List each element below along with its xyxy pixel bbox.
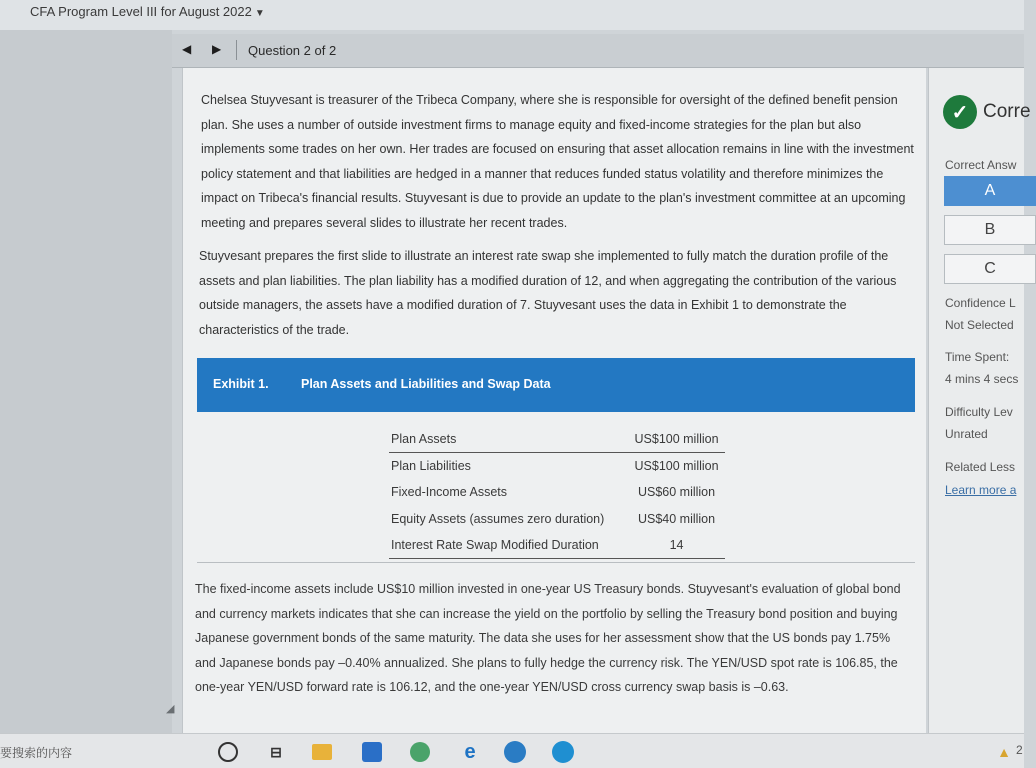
next-question-button[interactable]: ▶ (212, 42, 222, 56)
table-row (389, 532, 725, 559)
exhibit-number: Exhibit 1. (213, 377, 269, 391)
confidence-value: Not Selected (945, 318, 1014, 332)
time-spent-value: 4 mins 4 secs (945, 372, 1019, 386)
nav-divider (236, 40, 237, 60)
learn-more-link[interactable]: Learn more a (945, 483, 1017, 497)
table-row (389, 453, 725, 480)
store-icon[interactable] (362, 742, 382, 762)
checkmark-icon: ✓ (943, 95, 977, 129)
row-value: US$60 million (637, 485, 716, 500)
row-value: US$100 million (628, 426, 725, 453)
exhibit-table (389, 426, 725, 559)
difficulty-label: Difficulty Lev (945, 405, 1013, 419)
table-row (389, 506, 725, 533)
left-panel (0, 30, 175, 733)
confidence-label: Confidence L (945, 296, 1016, 310)
exhibit-title: Plan Assets and Liabilities and Swap Data (301, 377, 551, 391)
taskbar (0, 733, 1024, 768)
chevron-down-icon: ▼ (254, 8, 265, 19)
question-nav-bar (172, 34, 1024, 68)
row-label: Interest Rate Swap Modified Duration (389, 532, 628, 559)
app-title-dropdown[interactable] (30, 4, 265, 19)
passage-paragraph-3: The fixed-income assets include US$10 million invested in one-year US Treasury bonds. Stuyvesant's evaluation of global bond and currency markets indicates that she can increase the yield on the portfolio by selling the Treasury bond position and buying Japanese government bonds of the same maturity. The data she uses for her assessment show that the US bonds pay 1.75% and Japanese bonds pay –0.40% annualized. She plans to fully hedge the currency risk. The YEN/USD spot rate is 106.85, the one-year YEN/USD forward rate is 106.12, and the one-year YEN/USD cross currency swap basis is –0.63. (195, 582, 901, 694)
answer-option-c[interactable]: C (944, 254, 1036, 284)
app-icon[interactable] (410, 742, 430, 762)
table-row (389, 479, 725, 506)
row-label: Plan Assets (389, 426, 628, 453)
file-explorer-icon[interactable] (312, 744, 332, 760)
exhibit-divider (197, 562, 915, 563)
row-value: US$40 million (637, 511, 716, 526)
result-status: Corre (983, 101, 1031, 122)
previous-question-button[interactable]: ◀ (182, 42, 192, 56)
correct-answer-label: Correct Answ (945, 158, 1017, 172)
row-label: Plan Liabilities (391, 459, 471, 473)
taskbar-search-input[interactable]: 要搜索的内容 (0, 746, 73, 760)
table-row (389, 426, 725, 453)
answer-sidebar (928, 68, 1031, 733)
internet-explorer-icon[interactable]: e (464, 740, 476, 763)
edge-browser-icon[interactable] (552, 741, 574, 763)
answer-option-a[interactable]: A (944, 176, 1036, 206)
passage-paragraph-2: Stuyvesant prepares the first slide to illustrate an interest rate swap she implemented to fully match the duration profile of the assets and plan liabilities. The plan liability has a modified duration of 12, and when aggregating the contribution of the various outside managers, the assets have a modified duration of 7. Stuyvesant uses the data in Exhibit 1 to demonstrate the characteristics of the trade. (199, 249, 897, 337)
difficulty-value: Unrated (945, 427, 988, 441)
app-icon[interactable] (504, 741, 526, 763)
question-counter: Question 2 of 2 (248, 43, 337, 58)
cortana-icon[interactable] (218, 742, 238, 762)
app-title-text: CFA Program Level III for August 2022 (30, 4, 252, 19)
related-lessons-label: Related Less (945, 460, 1016, 474)
system-tray-icon[interactable]: ▲ (997, 744, 1011, 760)
answer-option-b[interactable]: B (944, 215, 1036, 245)
resize-grip-icon[interactable]: ◢ (166, 703, 175, 715)
row-label: Fixed-Income Assets (391, 485, 508, 500)
time-spent-label: Time Spent: (945, 350, 1010, 364)
window-titlebar (0, 0, 1024, 30)
row-value: US$100 million (634, 459, 719, 473)
exhibit-header (197, 358, 915, 412)
row-value: 14 (628, 532, 725, 559)
row-label: Equity Assets (assumes zero duration) (391, 511, 605, 526)
tray-clock: 2 (1016, 743, 1023, 757)
question-content[interactable] (182, 68, 926, 733)
task-view-icon[interactable]: ⊟ (270, 743, 282, 760)
passage-paragraph-1: Chelsea Stuyvesant is treasurer of the Tribeca Company, where she is responsible for oversight of the defined benefit pension plan. She uses a number of outside investment firms to manage equity and fixed-income strategies for the plan but also implements some trades on her own. Her trades are focused on ensuring that asset allocation remains in line with the investment policy statement and that liabilities are hedged in a manner that reduces funded status volatility and therefore minimizes the impact on Tribeca's financial results. Stuyvesant is due to provide an update to the plan's investment committee at an upcoming meeting and prepares several slides to illustrate her recent trades. (201, 93, 914, 230)
